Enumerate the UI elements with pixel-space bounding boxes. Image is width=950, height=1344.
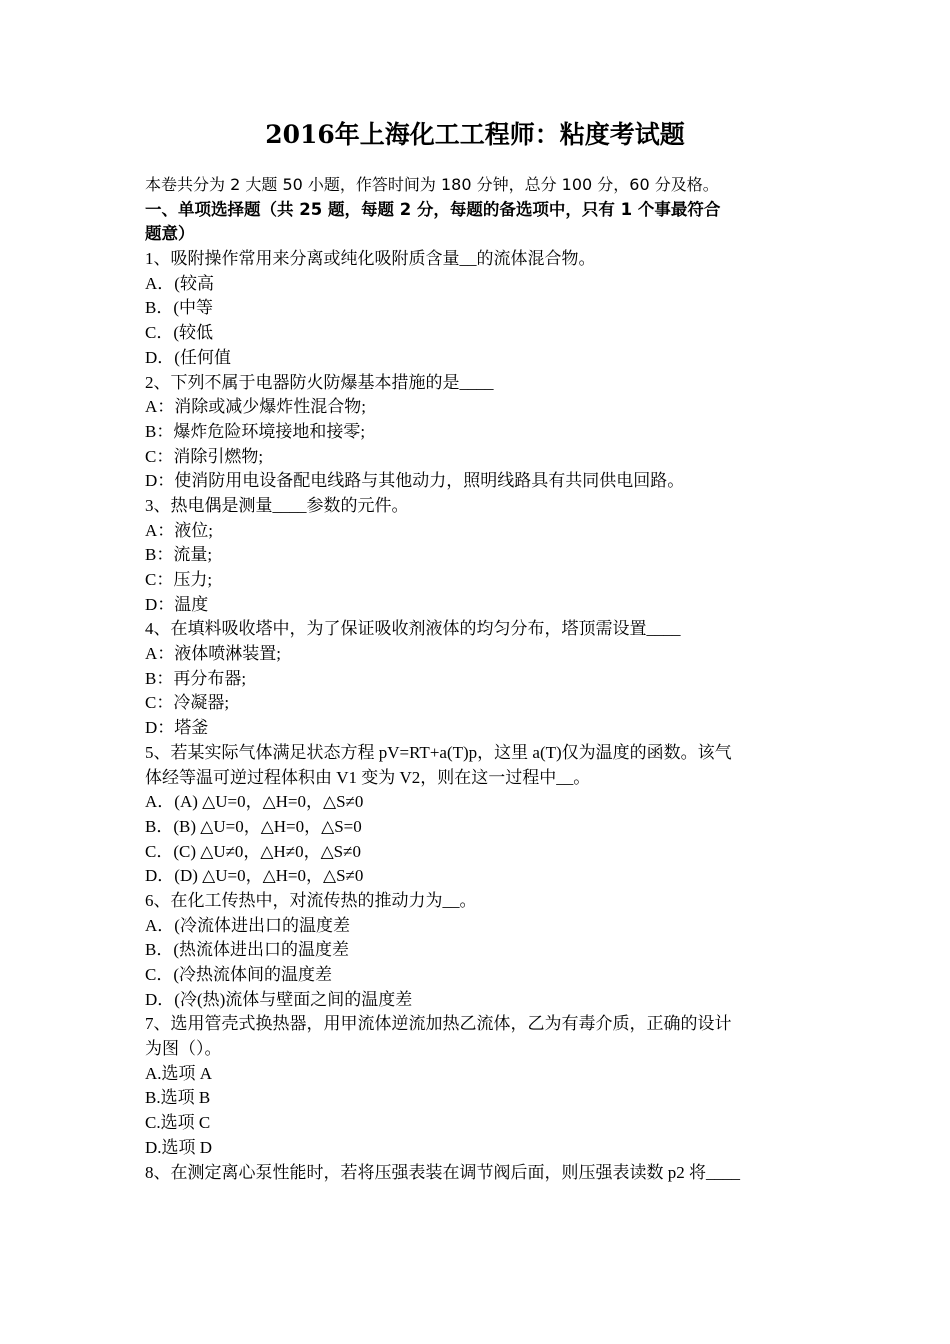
question-stem: 3、热电偶是测量____参数的元件。 — [145, 495, 409, 515]
answer-option: D．(冷(热)流体与壁面之间的温度差 — [145, 989, 413, 1009]
answer-option: C．(较低 — [145, 323, 213, 343]
answer-option: B．(热流体进出口的温度差 — [145, 940, 349, 960]
answer-option: C：冷凝器; — [145, 693, 230, 713]
question-block — [145, 1161, 817, 1186]
question-stem: 为图（）。 — [145, 1039, 222, 1059]
answer-option: C．(C) △U≠0，△H≠0，△S≠0 — [145, 841, 361, 861]
question-block — [145, 741, 817, 889]
answer-option: B．(中等 — [145, 298, 213, 318]
answer-option: C．(冷热流体间的温度差 — [145, 965, 332, 984]
question-stem: 2、下列不属于电器防火防爆基本措施的是____ — [145, 372, 494, 392]
answer-option: D：塔釜 — [145, 718, 209, 738]
answer-option: B．(B) △U=0，△H=0，△S=0 — [145, 816, 362, 836]
answer-option: B：再分布器; — [145, 668, 247, 688]
question-stem: 5、若某实际气体满足状态方程 pV=RT+a(T)p，这里 a(T)仅为温度的函数。该气 — [145, 742, 732, 762]
document-body — [145, 173, 817, 1185]
answer-option: A．(较高 — [145, 273, 214, 293]
answer-option: B：爆炸危险环境接地和接零; — [145, 421, 366, 441]
question-block — [145, 1012, 817, 1160]
answer-option: A：液体喷淋装置; — [145, 644, 281, 664]
question-list — [145, 247, 817, 1185]
question-block — [145, 494, 817, 617]
section-heading-line-1: 一、单项选择题（共 25 题，每题 2 分，每题的备选项中，只有 1 个事最符合 — [145, 199, 721, 219]
answer-option: D．(D) △U=0，△H=0，△S≠0 — [145, 866, 364, 886]
answer-option: C：消除引燃物; — [145, 446, 264, 466]
question-stem: 体经等温可逆过程体积由 V1 变为 V2，则在这一过程中__。 — [145, 767, 591, 787]
page-title: 2016年上海化工工程师：粘度考试题 — [265, 120, 685, 149]
question-stem: 1、吸附操作常用来分离或纯化吸附质含量__的流体混合物。 — [145, 249, 596, 269]
answer-option: D.选项 D — [145, 1137, 213, 1157]
answer-option: A：液位; — [145, 520, 213, 540]
question-stem: 7、选用管壳式换热器，用甲流体逆流加热乙流体，乙为有毒介质，正确的设计 — [145, 1014, 732, 1034]
question-stem: 4、在填料吸收塔中，为了保证吸收剂液体的均匀分布，塔顶需设置____ — [145, 619, 681, 639]
question-block — [145, 889, 817, 1012]
answer-option: C：压力; — [145, 570, 213, 589]
answer-option: D：温度 — [145, 594, 209, 614]
section-heading-line-2: 题意） — [145, 224, 195, 244]
question-stem: 6、在化工传热中，对流传热的推动力为__。 — [145, 890, 477, 910]
answer-option: A．(冷流体进出口的温度差 — [145, 915, 350, 935]
exam-intro: 本卷共分为 2 大题 50 小题，作答时间为 180 分钟，总分 100 分，60 分及格。 — [145, 175, 719, 194]
question-block — [145, 617, 817, 740]
answer-option: D：使消防用电设备配电线路与其他动力，照明线路具有共同供电回路。 — [145, 471, 685, 491]
answer-option: A.选项 A — [145, 1063, 213, 1083]
question-stem: 8、在测定离心泵性能时，若将压强表装在调节阀后面，则压强表读数 p2 将____ — [145, 1162, 740, 1182]
question-block — [145, 371, 817, 494]
answer-option: A．(A) △U=0，△H=0，△S≠0 — [145, 792, 364, 812]
answer-option: A：消除或减少爆炸性混合物; — [145, 397, 366, 417]
question-block — [145, 247, 817, 370]
answer-option: C.选项 C — [145, 1113, 211, 1133]
answer-option: B：流量; — [145, 545, 213, 565]
answer-option: B.选项 B — [145, 1088, 211, 1108]
answer-option: D．(任何值 — [145, 347, 231, 367]
